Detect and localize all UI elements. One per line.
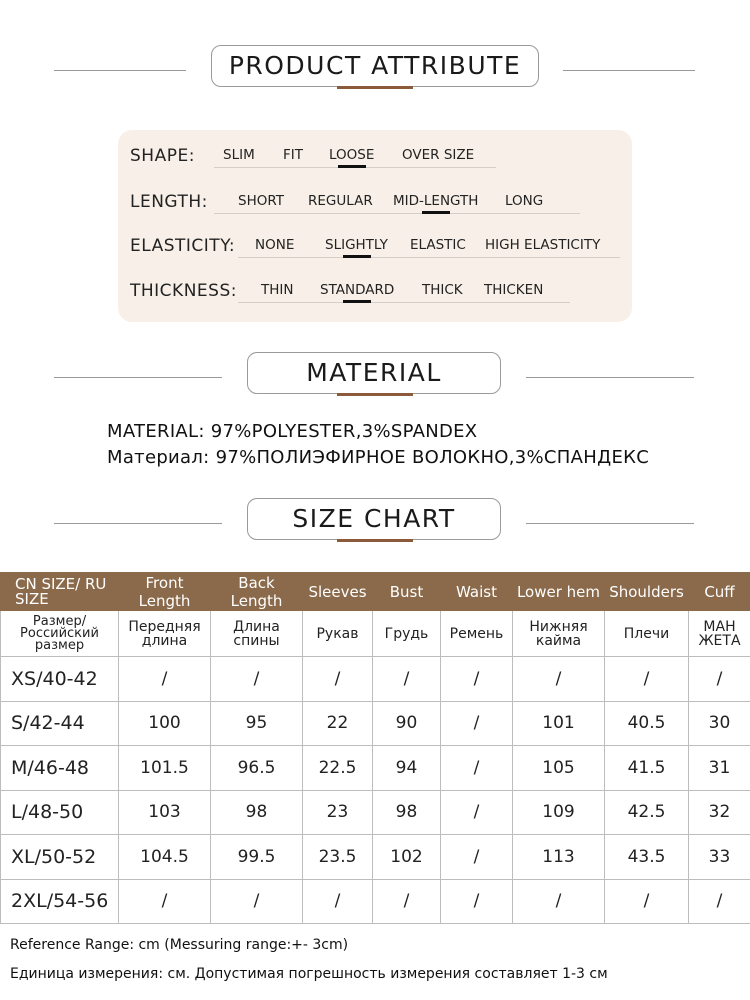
measurement-cell: / <box>373 879 441 924</box>
measurement-cell: 23.5 <box>303 835 373 880</box>
size-chart-header <box>0 498 750 548</box>
measurement-cell: 90 <box>373 701 441 746</box>
header-cell-ru: Передняя длина <box>119 611 211 657</box>
header-cell-en: Back Length <box>211 573 303 611</box>
measurement-cell: / <box>605 879 689 924</box>
measurement-cell: 30 <box>689 701 750 746</box>
measurement-cell: / <box>441 701 513 746</box>
measurement-cell: 23 <box>303 790 373 835</box>
header-cell-ru: Длина спины <box>211 611 303 657</box>
measurement-cell: 101.5 <box>119 746 211 791</box>
size-label-cell: L/48-50 <box>1 790 119 835</box>
measurement-cell: / <box>689 657 750 702</box>
measurement-cell: / <box>211 879 303 924</box>
material-ru: Материал: 97%ПОЛИЭФИРНОЕ ВОЛОКНО,3%СПАНДЕКС <box>107 447 650 468</box>
table-header-en <box>1 573 750 611</box>
table-row <box>1 790 750 835</box>
size-chart-title: SIZE CHART <box>247 498 501 540</box>
header-cell-ru: Ремень <box>441 611 513 657</box>
measurement-cell: / <box>373 657 441 702</box>
measurement-cell: / <box>303 879 373 924</box>
table-row <box>1 835 750 880</box>
attr-label-1: LENGTH: <box>130 192 208 212</box>
size-label-cell: XL/50-52 <box>1 835 119 880</box>
size-label-cell: M/46-48 <box>1 746 119 791</box>
header-cell-ru: Рукав <box>303 611 373 657</box>
measurement-cell: 33 <box>689 835 750 880</box>
attr-option: OVER SIZE <box>402 147 475 163</box>
header-cell-en: Lower hem <box>513 573 605 611</box>
measurement-cell: / <box>211 657 303 702</box>
size-label-cell: XS/40-42 <box>1 657 119 702</box>
measurement-cell: / <box>441 879 513 924</box>
attr-underline <box>238 302 570 303</box>
table-row <box>1 657 750 702</box>
attr-label-2: ELASTICITY: <box>130 236 236 256</box>
table-row <box>1 746 750 791</box>
header-cell-ru: Плечи <box>605 611 689 657</box>
measurement-cell: 43.5 <box>605 835 689 880</box>
measurement-cell: / <box>605 657 689 702</box>
product-attribute-title: PRODUCT ATTRIBUTE <box>211 45 539 87</box>
measurement-cell: 40.5 <box>605 701 689 746</box>
header-cell-en: Front Length <box>119 573 211 611</box>
measurement-cell: 103 <box>119 790 211 835</box>
measurement-cell: / <box>441 835 513 880</box>
attr-option: SLIGHTLY <box>325 237 388 253</box>
header-cell-ru: Грудь <box>373 611 441 657</box>
measurement-cell: 96.5 <box>211 746 303 791</box>
measurement-cell: / <box>441 790 513 835</box>
measurement-cell: 32 <box>689 790 750 835</box>
measurement-cell: 95 <box>211 701 303 746</box>
measurement-cell: 98 <box>373 790 441 835</box>
header-cell-en: CN SIZE/ RU SIZE <box>1 573 119 611</box>
material-header <box>0 352 750 402</box>
measurement-cell: 42.5 <box>605 790 689 835</box>
measurement-cell: 104.5 <box>119 835 211 880</box>
product-attribute-header <box>0 45 750 95</box>
measurement-cell: / <box>303 657 373 702</box>
selected-marker <box>338 165 366 168</box>
measurement-cell: 109 <box>513 790 605 835</box>
table-row <box>1 879 750 924</box>
attr-option: SLIM <box>223 147 255 163</box>
measurement-cell: 94 <box>373 746 441 791</box>
header-cell-ru: МАН ЖЕТА <box>689 611 750 657</box>
measurement-cell: / <box>513 879 605 924</box>
measurement-cell: / <box>689 879 750 924</box>
measurement-cell: 100 <box>119 701 211 746</box>
measurement-cell: 22 <box>303 701 373 746</box>
selected-marker <box>343 300 371 303</box>
header-cell-en: Sleeves <box>303 573 373 611</box>
attr-option: LONG <box>505 193 544 209</box>
measurement-cell: / <box>441 657 513 702</box>
attr-option: THICKEN <box>484 282 544 298</box>
measurement-cell: 22.5 <box>303 746 373 791</box>
header-cell-en: Shoulders <box>605 573 689 611</box>
size-label-cell: 2XL/54-56 <box>1 879 119 924</box>
attr-option: THIN <box>261 282 294 298</box>
measurement-cell: 105 <box>513 746 605 791</box>
table-row <box>1 701 750 746</box>
attr-option: MID-LENGTH <box>393 193 479 209</box>
measurement-cell: / <box>441 746 513 791</box>
table-header-ru <box>1 611 750 657</box>
header-cell-ru: Нижняя кайма <box>513 611 605 657</box>
attr-option: THICK <box>422 282 463 298</box>
footer-note-ru: Единица измерения: см. Допустимая погрешность измерения составляет 1-3 см <box>10 966 608 982</box>
attr-label-0: SHAPE: <box>130 146 195 166</box>
attr-option: FIT <box>283 147 303 163</box>
attr-option: NONE <box>255 237 295 253</box>
measurement-cell: 101 <box>513 701 605 746</box>
attr-underline <box>238 257 620 258</box>
header-cell-en: Bust <box>373 573 441 611</box>
header-cell-en: Waist <box>441 573 513 611</box>
attr-option: ELASTIC <box>410 237 466 253</box>
attr-option: STANDARD <box>320 282 395 298</box>
attr-option: LOOSE <box>329 147 375 163</box>
material-title: MATERIAL <box>247 352 501 394</box>
measurement-cell: 98 <box>211 790 303 835</box>
attr-option: REGULAR <box>308 193 373 209</box>
measurement-cell: / <box>119 879 211 924</box>
size-chart-table <box>0 572 750 924</box>
footer-note-en: Reference Range: cm (Messuring range:+- 3cm) <box>10 937 349 953</box>
selected-marker <box>343 255 371 258</box>
attr-option: SHORT <box>238 193 284 209</box>
measurement-cell: / <box>119 657 211 702</box>
size-label-cell: S/42-44 <box>1 701 119 746</box>
attr-option: HIGH ELASTICITY <box>485 237 601 253</box>
measurement-cell: 113 <box>513 835 605 880</box>
selected-marker <box>422 211 450 214</box>
material-en: MATERIAL: 97%POLYESTER,3%SPANDEX <box>107 421 478 442</box>
measurement-cell: / <box>513 657 605 702</box>
attr-underline <box>214 213 580 214</box>
measurement-cell: 41.5 <box>605 746 689 791</box>
header-cell-ru: Размер/ Российский размер <box>1 611 119 657</box>
header-cell-en: Cuff <box>689 573 750 611</box>
measurement-cell: 99.5 <box>211 835 303 880</box>
measurement-cell: 31 <box>689 746 750 791</box>
attr-label-3: THICKNESS: <box>130 281 237 301</box>
measurement-cell: 102 <box>373 835 441 880</box>
